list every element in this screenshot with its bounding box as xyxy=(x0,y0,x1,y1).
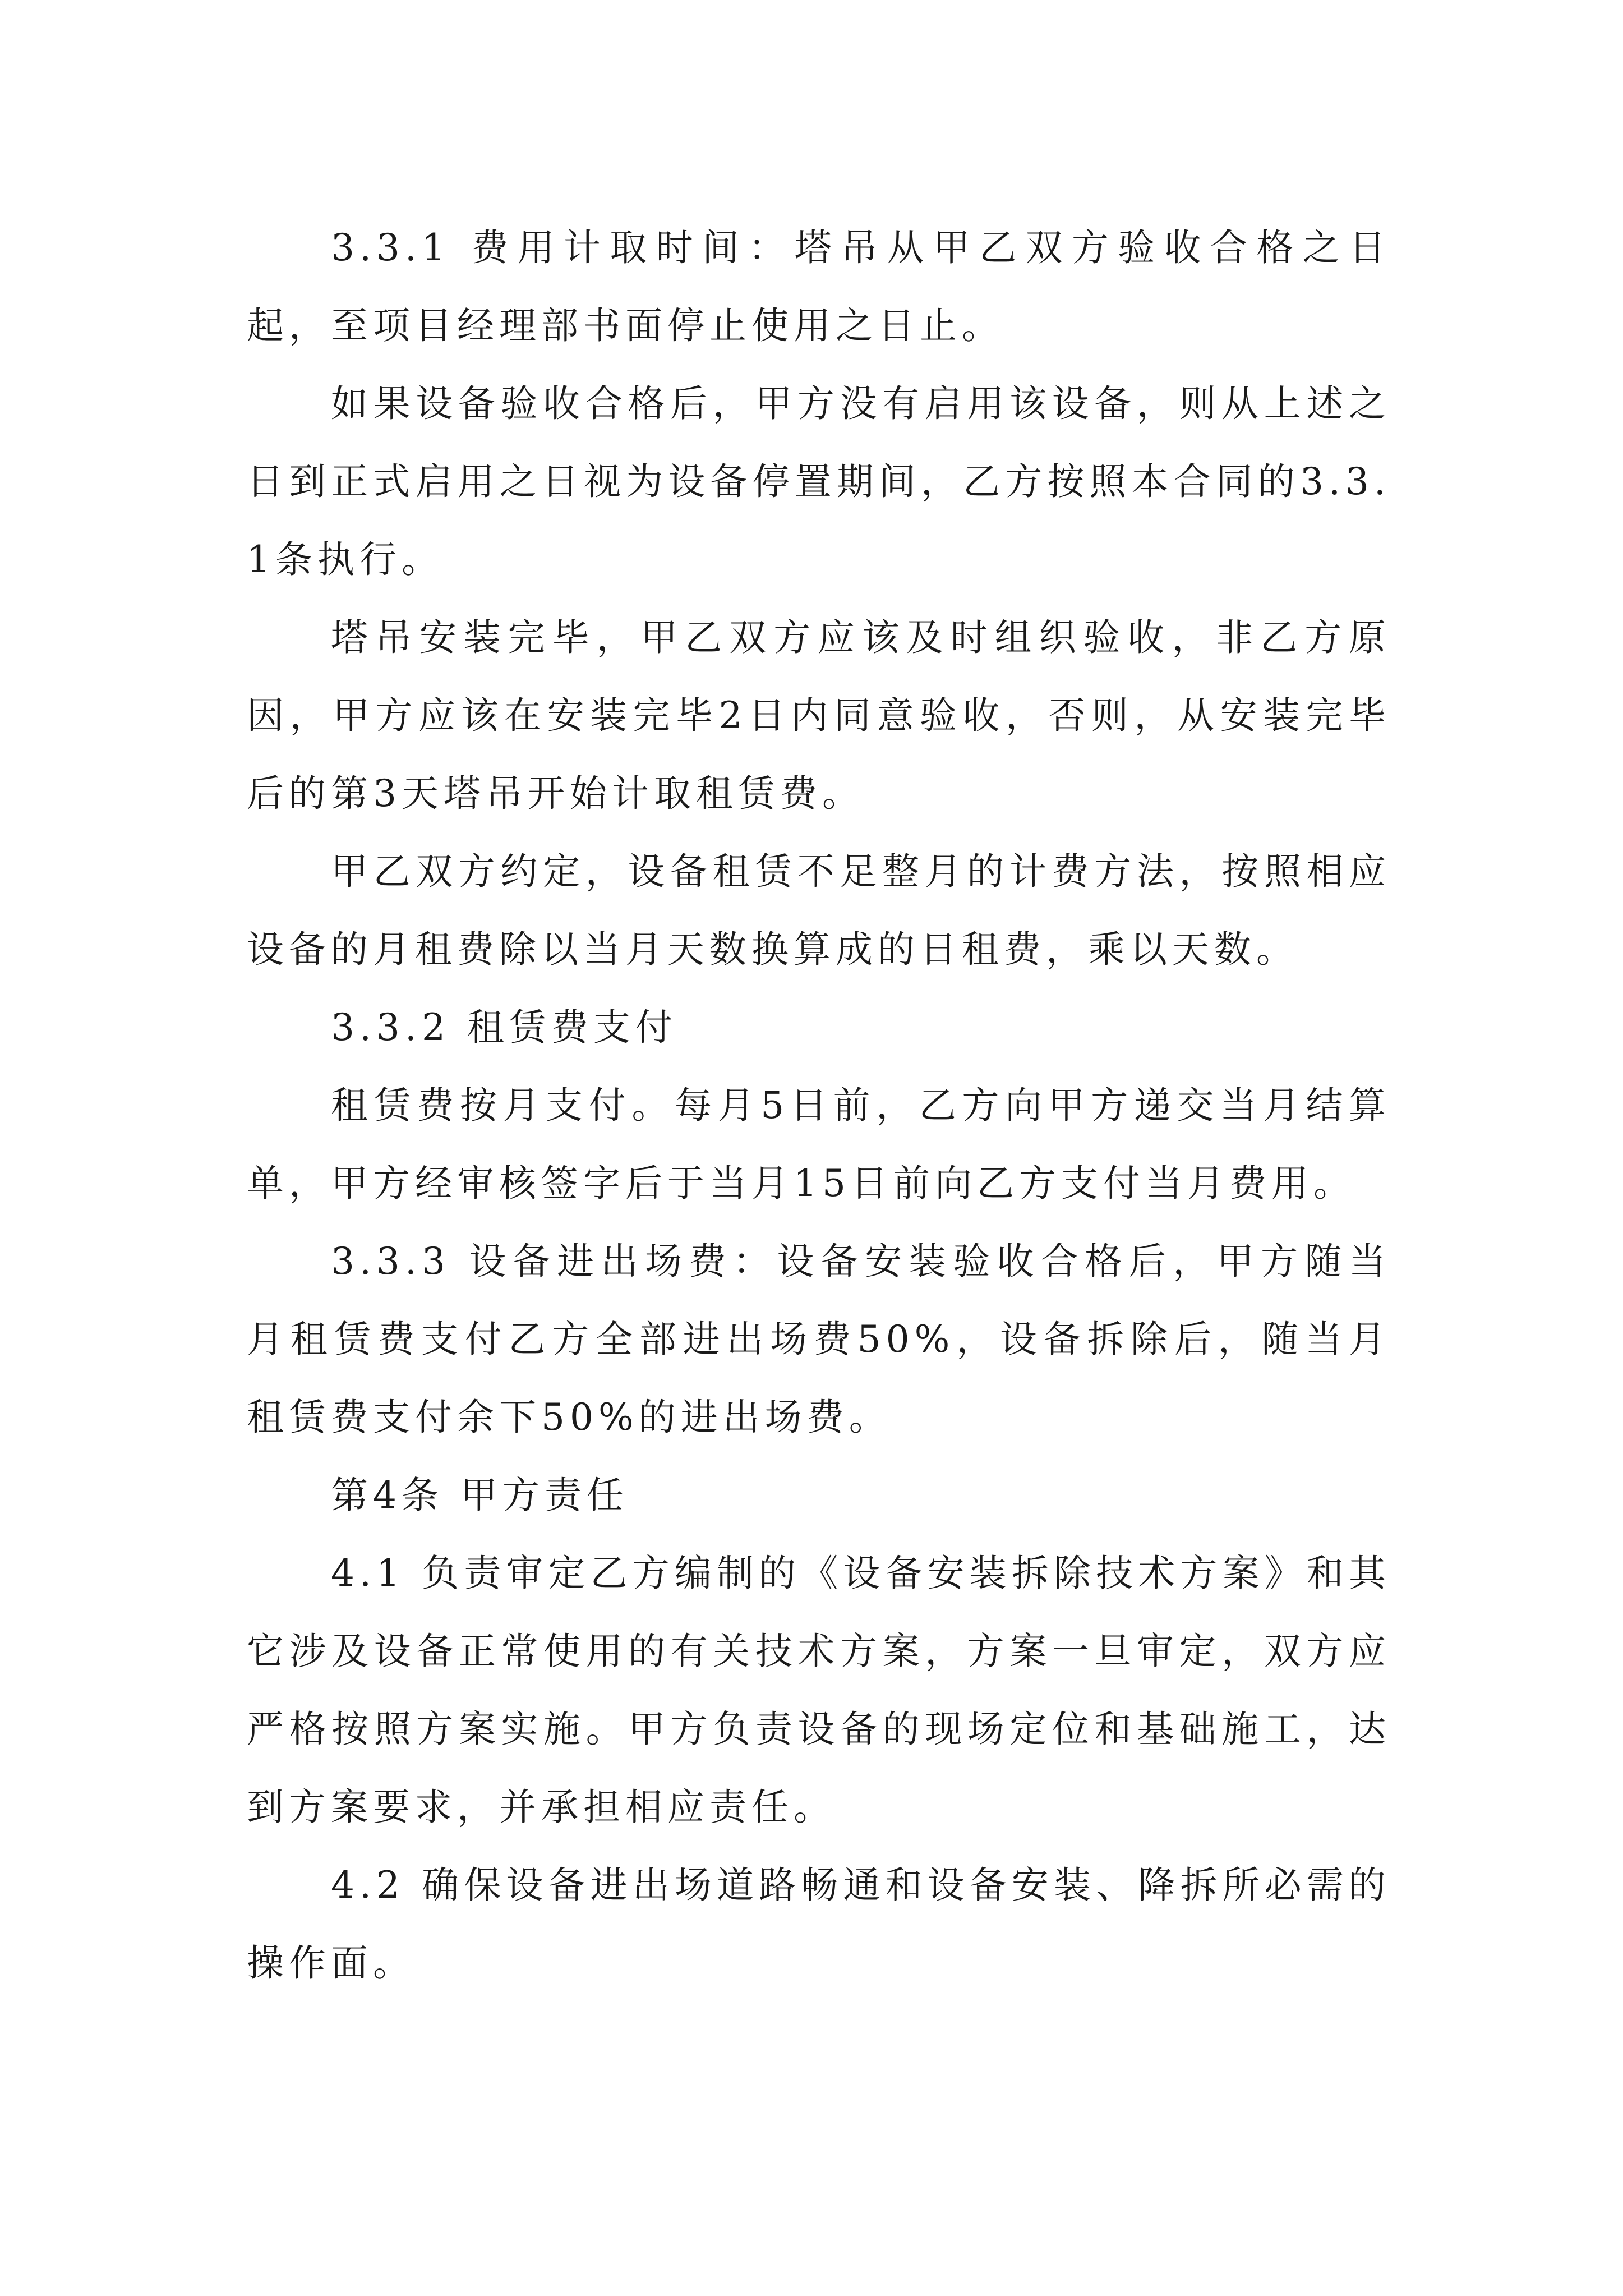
paragraph-3-3-1-fee-timing: 3.3.1 费用计取时间：塔吊从甲乙双方验收合格之日起，至项目经理部书面停止使用之日止。 xyxy=(247,226,1391,347)
paragraph-4-2-access-road: 4.2 确保设备进出场道路畅通和设备安装、降拆所必需的操作面。 xyxy=(247,1864,1391,1985)
paragraph-idle-period: 如果设备验收合格后，甲方没有启用该设备，则从上述之日到正式启用之日视为设备停置期间，乙方按照本合同的3.3.1条执行。 xyxy=(247,382,1391,581)
document-body xyxy=(247,209,1391,2002)
paragraph-acceptance: 塔吊安装完毕，甲乙双方应该及时组织验收，非乙方原因，甲方应该在安装完毕2日内同意验收，否则，从安装完毕后的第3天塔吊开始计取租赁费。 xyxy=(247,616,1391,815)
paragraph-4-1-technical-plan: 4.1 负责审定乙方编制的《设备安装拆除技术方案》和其它涉及设备正常使用的有关技术方案，方案一旦审定，双方应严格按照方案实施。甲方负责设备的现场定位和基础施工，达到方案要求，并承担相应责任。 xyxy=(247,1552,1391,1829)
heading-3-3-2-rent-payment: 3.3.2 租赁费支付 xyxy=(331,1006,677,1049)
paragraph-partial-month-billing: 甲乙双方约定，设备租赁不足整月的计费方法，按照相应设备的月租费除以当月天数换算成的日租费，乘以天数。 xyxy=(247,850,1391,971)
paragraph-3-3-3-entry-exit-fee: 3.3.3 设备进出场费：设备安装验收合格后，甲方随当月租赁费支付乙方全部进出场费50%，设备拆除后，随当月租赁费支付余下50%的进出场费。 xyxy=(247,1240,1391,1439)
paragraph-monthly-payment: 租赁费按月支付。每月5日前，乙方向甲方递交当月结算单，甲方经审核签字后于当月15日前向乙方支付当月费用。 xyxy=(247,1084,1391,1205)
heading-article-4-party-a-duties: 第4条 甲方责任 xyxy=(331,1474,629,1517)
